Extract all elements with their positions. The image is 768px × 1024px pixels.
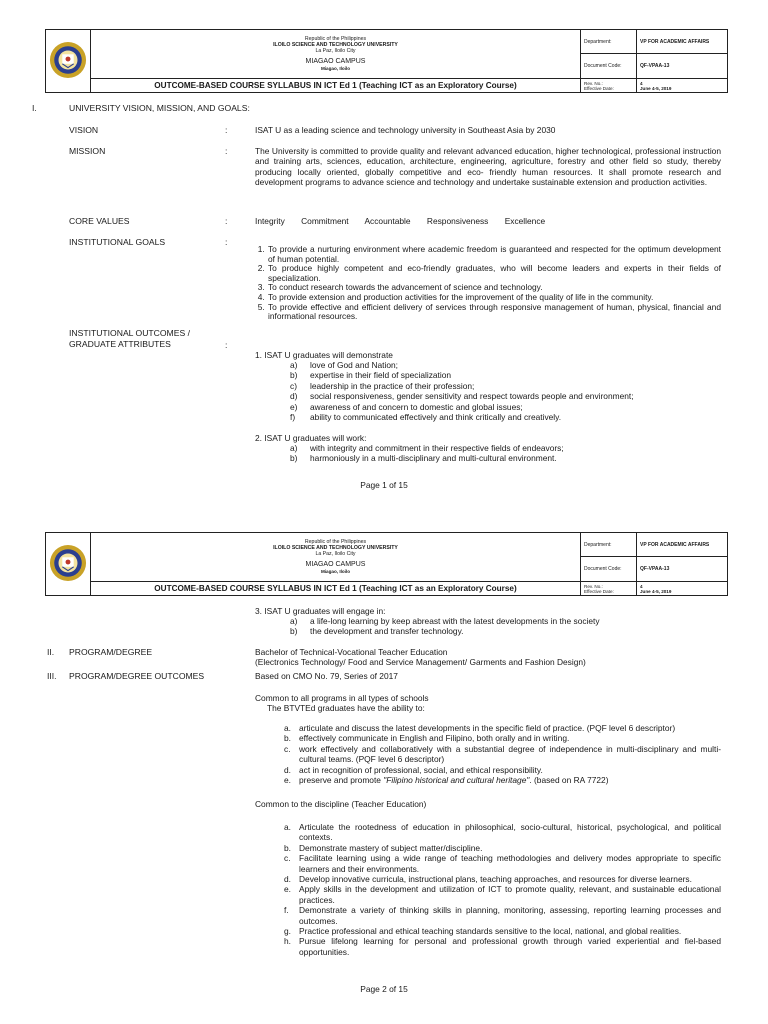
work-intro: 2. ISAT U graduates will work: [255, 433, 367, 443]
goal-item: 3. To conduct research towards the advancement of science and technology. [267, 283, 721, 293]
program-section-number: II. [47, 647, 55, 657]
engage-intro: 3. ISAT U graduates will engage in: [255, 606, 386, 616]
list-item: c. work effectively and collaboratively with a substantial degree of independence in multi-disciplinary and multi-cultural teams. (PQF level 6 descriptor) [284, 743, 721, 765]
list-item: a. Articulate the rootedness of education in philosophical, socio-cultural, historical, psychological, and political contexts. [284, 822, 721, 843]
list-item: a) a life-long learning by keep abreast with the latest developments in the society [290, 616, 600, 626]
republic-line: Republic of the Philippines [304, 36, 367, 43]
effective-date-value: June 4-5, 2019 [640, 85, 672, 91]
document-title: OUTCOME-BASED COURSE SYLLABUS IN ICT Ed 1 (Teaching ICT as an Exploratory Course) [91, 582, 581, 596]
rev-values [637, 582, 728, 596]
core-value: Excellence [504, 216, 546, 226]
list-item: b) harmoniously in a multi-disciplinary and multi-cultural environment. [290, 453, 557, 464]
document-title: OUTCOME-BASED COURSE SYLLABUS IN ICT Ed 1 (Teaching ICT as an Exploratory Course) [91, 79, 581, 93]
rev-labels [581, 79, 637, 93]
university-info [91, 533, 581, 582]
list-item: c. Facilitate learning using a wide range of teaching methodologies and delivery modes appropriate to specific learners and their environments. [284, 853, 721, 874]
outcomes-section-number: III. [47, 671, 57, 681]
rev-no-label: Rev. No.: [584, 80, 603, 86]
vision-colon: : [225, 125, 228, 135]
mission-text: The University is committed to provide quality and relevant advanced education, higher technological, professional instruction and training arts, sciences, education, architecture, engineering, agriculture, forestry and other field so study, thereby producing locally oriented, globally competitive and eco- friendly human resources. It shall promote research and development programs to advance science and technology and undertake sustainable extension and production activities. [255, 146, 721, 188]
logo-cell [46, 30, 91, 93]
goal-item: 1. To provide a nurturing environment where academic freedom is guaranteed and respected for the optimum development of human potential. [267, 245, 721, 264]
engage-list [290, 616, 720, 637]
demonstrate-list [290, 360, 720, 422]
rev-no-value: 4 [640, 80, 643, 86]
department-value: VP FOR ACADEMIC AFFAIRS [637, 30, 728, 54]
program-text [255, 647, 721, 668]
demonstrate-intro: 1. ISAT U graduates will demonstrate [255, 350, 393, 360]
document-header [45, 29, 728, 93]
page-1 [0, 0, 768, 508]
list-item: b. effectively communicate in English and Filipino, both orally and in writing. [284, 733, 570, 744]
list-item: d. act in recognition of professional, social, and ethical responsibility. [284, 764, 543, 775]
doc-code-value: QF-VPAA-13 [637, 557, 728, 582]
common-discipline-heading: Common to the discipline (Teacher Education) [255, 799, 427, 809]
effective-date-label: Effective Date: [584, 85, 614, 91]
list-item: h. Pursue lifelong learning for personal and professional growth through varied experiential and fiel-based opportunities. [284, 936, 721, 957]
list-item: a) with integrity and commitment in their respective fields of endeavors; [290, 443, 564, 453]
department-label: Department: [581, 533, 637, 557]
core-value: Commitment [301, 216, 349, 226]
department-value: VP FOR ACADEMIC AFFAIRS [637, 533, 728, 557]
list-item: b. Demonstrate mastery of subject matter/discipline. [284, 842, 483, 853]
mission-label: MISSION [69, 146, 106, 156]
list-item: g. Practice professional and ethical teaching standards sensitive to the local, national, and global realities. [284, 926, 682, 937]
university-info [91, 30, 581, 79]
institutional-goals-colon: : [225, 237, 228, 247]
effective-date-value: June 4-5, 2019 [640, 588, 672, 594]
effective-date-label: Effective Date: [584, 588, 614, 594]
university-address: La Paz, Iloilo City [315, 48, 356, 55]
mission-colon: : [225, 146, 228, 156]
rev-no-label: Rev. No.: [584, 583, 603, 589]
list-item: b) the development and transfer technology. [290, 626, 464, 637]
goal-item: 2. To produce highly competent and eco-friendly graduates, who will become leaders and experts in their fields of specialization. [267, 264, 721, 283]
goal-item: 4. To provide extension and production activities for the improvement of the quality of life in the community. [267, 293, 721, 303]
list-item: a. articulate and discuss the latest developments in the specific field of practice. (PQF level 6 descriptor) [284, 723, 676, 733]
btvted-intro: The BTVTEd graduates have the ability to: [267, 703, 425, 713]
campus-name: MIAGAO CAMPUS [305, 561, 366, 569]
goal-item: 5. To provide effective and efficient delivery of services through responsive management of human, physical, financial and informational resources. [267, 303, 721, 322]
campus-name: MIAGAO CAMPUS [305, 58, 366, 66]
work-list [290, 443, 720, 464]
doc-code-label: Document Code: [581, 54, 637, 79]
outcomes-colon: : [225, 340, 228, 350]
campus-location: Miagao, Iloilo [320, 66, 351, 72]
ability-list [284, 723, 721, 785]
list-item: d) social responsiveness, gender sensitivity and respect towards people and environment; [290, 391, 634, 402]
graduate-attributes-label: GRADUATE ATTRIBUTES [69, 339, 171, 349]
list-item: d. Develop innovative curricula, instructional plans, teaching approaches, and resources for diverse learners. [284, 874, 692, 885]
page-2 [0, 508, 768, 1024]
section-number: I. [32, 103, 37, 113]
campus-location: Miagao, Iloilo [320, 569, 351, 575]
core-value: Accountable [364, 216, 411, 226]
university-name: ILOILO SCIENCE AND TECHNOLOGY UNIVERSITY [273, 42, 398, 49]
common-all-heading: Common to all programs in all types of schools [255, 693, 429, 703]
rev-values [637, 79, 728, 93]
program-outcomes-label: PROGRAM/DEGREE OUTCOMES [69, 671, 205, 681]
page-number: Page 1 of 15 [360, 480, 408, 490]
core-value: Integrity [255, 216, 285, 226]
list-item: e. preserve and promote "Filipino historical and cultural heritage". (based on RA 7722) [284, 775, 609, 786]
program-name: Bachelor of Technical-Vocational Teacher Education [255, 647, 448, 657]
core-values-label: CORE VALUES [69, 216, 130, 226]
vision-label: VISION [69, 125, 99, 135]
document-header [45, 532, 728, 596]
page-number: Page 2 of 15 [360, 984, 408, 994]
list-item: e) awareness of and concern to domestic and global issues; [290, 401, 523, 412]
core-values-list [255, 216, 721, 226]
program-label: PROGRAM/DEGREE [69, 647, 153, 657]
institutional-goals-label: INSTITUTIONAL GOALS [69, 237, 166, 247]
university-seal-icon [49, 544, 87, 582]
list-item: f) ability to communicated effectively and think critically and creatively. [290, 412, 562, 423]
rev-no-value: 4 [640, 583, 643, 589]
list-item: b) expertise in their field of specialization [290, 370, 452, 381]
core-values-colon: : [225, 216, 228, 226]
republic-line: Republic of the Philippines [304, 539, 367, 546]
vision-text: ISAT U as a leading science and technology university in Southeast Asia by 2030 [255, 125, 556, 135]
university-address: La Paz, Iloilo City [315, 551, 356, 558]
list-item: c) leadership in the practice of their profession; [290, 380, 475, 391]
list-item: e. Apply skills in the development and utilization of ICT to promote quality, relevant, and sustainable educational practices. [284, 884, 721, 905]
list-item: a) love of God and Nation; [290, 360, 398, 370]
outcomes-basis: Based on CMO No. 79, Series of 2017 [255, 671, 398, 681]
program-majors: (Electronics Technology/ Food and Service Management/ Garments and Fashion Design) [255, 657, 586, 668]
institutional-goals-list [255, 245, 721, 322]
core-value: Responsiveness [426, 216, 489, 226]
department-label: Department: [581, 30, 637, 54]
list-item: f. Demonstrate a variety of thinking skills in planning, monitoring, assessing, reporting learning processes and outcomes. [284, 905, 721, 926]
institutional-outcomes-label: INSTITUTIONAL OUTCOMES / [69, 328, 190, 338]
logo-cell [46, 533, 91, 596]
doc-code-label: Document Code: [581, 557, 637, 582]
university-name: ILOILO SCIENCE AND TECHNOLOGY UNIVERSITY [273, 545, 398, 552]
section-title: UNIVERSITY VISION, MISSION, AND GOALS: [69, 103, 250, 113]
university-seal-icon [49, 41, 87, 79]
rev-labels [581, 582, 637, 596]
discipline-list [284, 822, 721, 957]
doc-code-value: QF-VPAA-13 [637, 54, 728, 79]
